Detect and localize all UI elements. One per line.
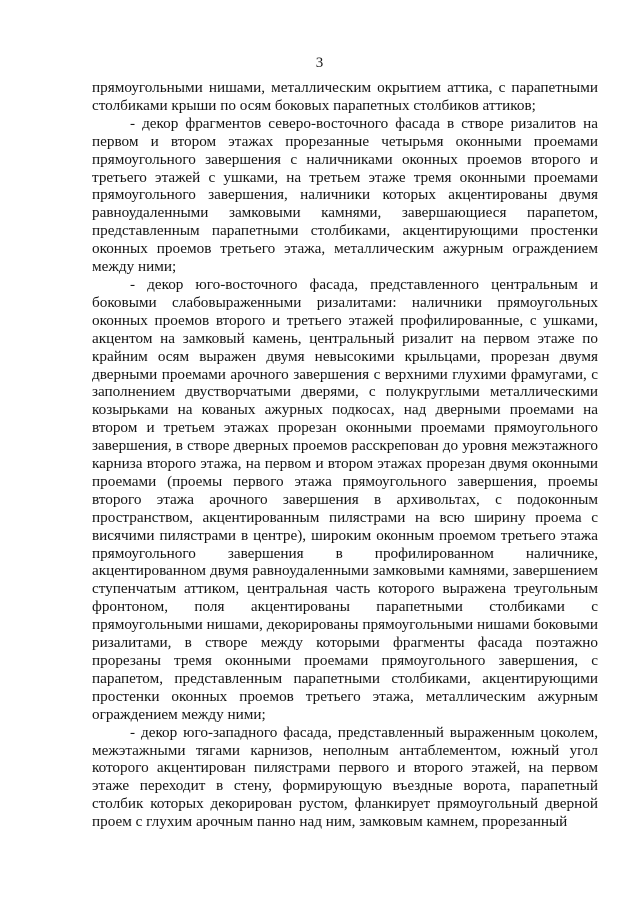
paragraph-southwest-facade: - декор юго-западного фасада, представленный выраженным цоколем, межэтажными тягами карнизов, неполным антаблементом, южный угол которого акцентирован пилястрами первого и второго этажей, на первом этаже переходит в стену, формирующую въездные ворота, парапетный столбик которых декорирован рустом, фланкирует прямоугольный дверной проем с глухим арочным панно над ним, замковым камнем, прорезанный bbox=[92, 723, 598, 831]
paragraph-southeast-facade: - декор юго-восточного фасада, представленного центральным и боковыми слабовыраженными ризалитами: наличники прямоугольных оконных проемов второго и третьего этажей профилированные, с ушками, акцентом на замковый камень, центральный ризалит на первом этаже по крайним осям выражен двумя невысокими крыльцами, прорезан двумя дверными проемами арочного завершения с верхними глухими фрамугами, с заполнением двустворчатыми дверями, с полукруглыми металлическими козырьками на кованых ажурных подкосах, над дверными проемами на втором и третьем этажах прорезан оконными проемами прямоугольного завершения, в створе дверных проемов расскрепован до уровня межэтажного карниза второго этажа, на первом и втором этажах прорезан двумя оконными проемами (проемы первого этажа прямоугольного завершения, проемы второго этажа арочного завершения в архивольтах, с подоконным пространством, акцентированным пилястрами на всю ширину проема с висячими пилястрами в центре), широким оконным проемом третьего этажа прямоугольного завершения в профилированном наличнике, акцентированном двумя равноудаленными замковыми камнями, завершением ступенчатым аттиком, центральная часть которого выражена треугольным фронтоном, поля акцентированы парапетными столбиками с прямоугольными нишами, декорированы прямоугольными нишами боковыми ризалитами, в створе между которыми фрагменты фасада поэтажно прорезаны тремя оконными проемами прямоугольного завершения, с парапетом, представленным парапетными столбиками, акцентирующими простенки оконных проемов третьего этажа, металлическим ажурным ограждением между ними; bbox=[92, 275, 598, 723]
page-number: 3 bbox=[315, 55, 324, 71]
paragraph-continuation: прямоугольными нишами, металлическим окрытием аттика, с парапетными столбиками крыши по осям боковых парапетных столбиков аттиков; bbox=[92, 79, 598, 114]
body-text bbox=[92, 79, 598, 831]
paragraph-northeast-facade: - декор фрагментов северо-восточного фасада в створе ризалитов на первом и втором этажах прорезанные четырьмя оконными проемами прямоугольного завершения с наличниками оконных проемов второго и третьего этажей с ушками, на третьем этаже тремя оконными проемами прямоугольного завершения, наличники которых акцентированы двумя равноудаленными замковыми камнями, завершающиеся парапетом, представленным парапетными столбиками, акцентирующими простенки оконных проемов третьего этажа, металлическим ажурным ограждением между ними; bbox=[92, 114, 598, 276]
